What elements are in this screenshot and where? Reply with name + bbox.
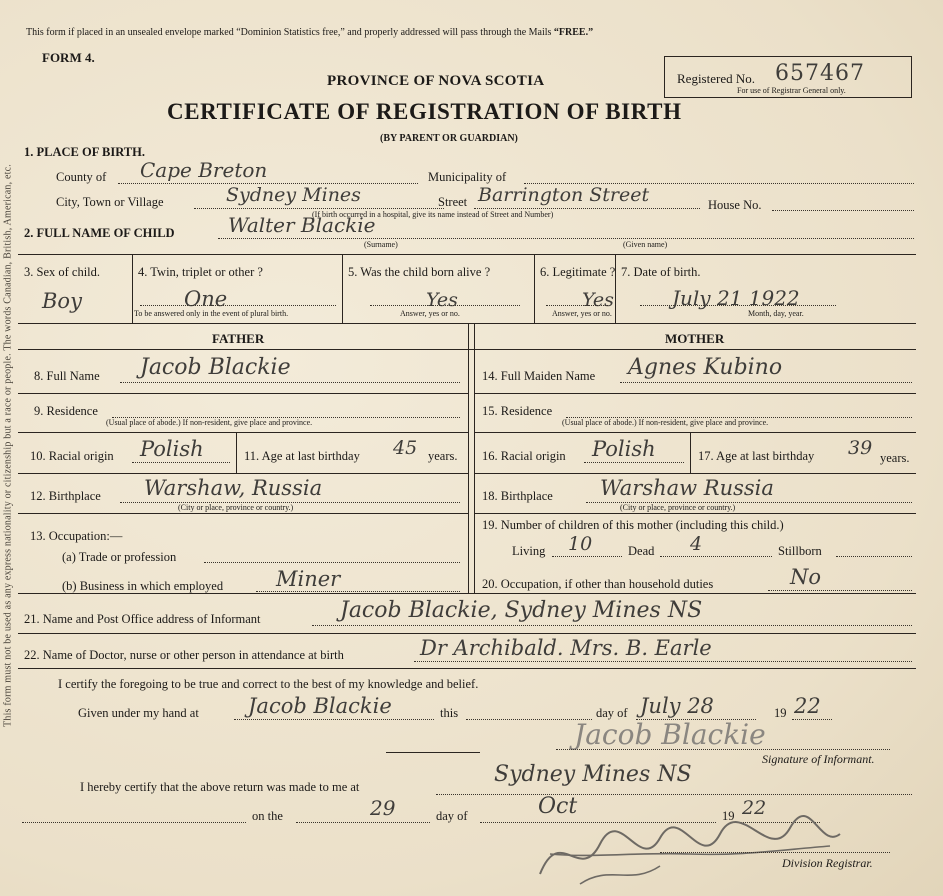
county-label: County of [56,170,107,184]
living-label: Living [512,544,546,558]
informant-label: 21. Name and Post Office address of Informant [24,612,261,626]
page-title: CERTIFICATE OF REGISTRATION OF BIRTH [167,99,682,124]
this-label: this [440,706,459,720]
registered-box [664,56,912,98]
certify-month-value: July 28 [640,694,714,718]
mother-birthplace-label: 18. Birthplace [482,489,553,503]
sex-label: 3. Sex of child. [24,265,101,279]
city-label: City, Town or Village [56,195,164,209]
registrar-year-value: 22 [742,797,767,819]
top-note-free: “FREE.” [553,27,594,38]
given-at-value: Jacob Blackie [248,694,392,718]
registrar-day-of: day of [436,809,468,823]
alive-note: Answer, yes or no. [400,309,460,318]
hospital-note: (If birth occurred in a hospital, give its name instead of Street and Number) [312,210,554,219]
legitimate-note: Answer, yes or no. [552,309,612,318]
father-name-label: 8. Full Name [34,369,100,383]
registered-label: Registered No. [677,71,755,86]
top-note [26,27,593,38]
registrar-day-value: 29 [370,796,396,820]
mother-name-value: Agnes Kubino [628,355,783,380]
stillborn-label: Stillborn [778,544,822,558]
alive-value: Yes [426,289,458,311]
side-note: This form must not be used as any express nationality or citizenship but a race or people. The words Canadian, British, American, etc. [2,164,14,727]
day-of-label: day of [596,706,628,720]
father-residence-label: 9. Residence [34,404,98,418]
certify-year-value: 22 [794,694,821,718]
city-value: Sydney Mines [226,184,361,206]
alive-label: 5. Was the child born alive ? [348,265,491,279]
dead-value: 4 [690,533,703,555]
registrar-place-value: Sydney Mines NS [494,762,692,787]
father-birthplace-value: Warshaw, Russia [144,476,323,500]
father-origin-label: 10. Racial origin [30,449,114,463]
mother-age-years: years. [880,451,910,465]
mother-heading: MOTHER [665,331,725,346]
mother-origin-label: 16. Racial origin [482,449,566,463]
children-count-label: 19. Number of children of this mother (including this child.) [482,518,784,532]
registrar-year-prefix: 19 [722,809,735,823]
registered-number: 657467 [775,61,865,86]
dob-note: Month, day, year. [748,309,804,318]
father-birthplace-label: 12. Birthplace [30,489,101,503]
mother-birthplace-value: Warshaw Russia [600,476,774,500]
dob-value: July 21 1922 [672,286,800,310]
mother-age-value: 39 [848,437,873,459]
province-heading: PROVINCE OF NOVA SCOTIA [327,73,545,89]
child-given-note: (Given name) [623,240,668,249]
child-name-value: Walter Blackie [228,213,376,237]
father-residence-note: (Usual place of abode.) If non-resident, give place and province. [106,418,313,427]
informant-value: Jacob Blackie, Sydney Mines NS [340,598,703,623]
county-value: Cape Breton [140,158,268,182]
street-label: Street [438,195,468,209]
legitimate-value: Yes [582,289,614,311]
living-value: 10 [568,533,593,555]
father-name-value: Jacob Blackie [140,355,291,380]
municipality-label: Municipality of [428,170,507,184]
dead-label: Dead [628,544,655,558]
twin-value: One [184,287,228,311]
registered-note: For use of Registrar General only. [737,86,846,95]
informant-signature: Jacob Blackie [574,718,766,751]
child-surname-note: (Surname) [364,240,398,249]
business-value: Miner [276,567,341,591]
father-birthplace-note: (City or place, province or country.) [178,503,294,512]
registrar-signature-label: Division Registrar. [782,856,873,870]
sex-value: Boy [42,289,82,313]
registrar-on-the: on the [252,809,283,823]
top-note-text: This form if placed in an unsealed envelope marked “Dominion Statistics free,” and properly addressed will pass through the Mails [26,27,552,38]
mother-name-label: 14. Full Maiden Name [482,369,596,383]
twin-note: To be answered only in the event of plural birth. [134,309,289,318]
trade-label: (a) Trade or profession [62,550,177,564]
doctor-label: 22. Name of Doctor, nurse or other person in attendance at birth [24,648,344,662]
business-label: (b) Business in which employed [62,579,224,593]
mother-birthplace-note: (City or place, province or country.) [620,503,736,512]
certify-text: I certify the foregoing to be true and correct to the best of my knowledge and belief. [58,677,479,691]
informant-signature-label: Signature of Informant. [762,752,875,766]
mother-residence-note: (Usual place of abode.) If non-resident, give place and province. [562,418,769,427]
place-section-heading: 1. PLACE OF BIRTH. [24,145,145,159]
mother-occupation-value: No [790,565,822,589]
dob-label: 7. Date of birth. [621,265,701,279]
mother-residence-label: 15. Residence [482,404,553,418]
form-number: FORM 4. [42,50,95,65]
father-origin-value: Polish [140,437,204,461]
registrar-month-value: Oct [538,794,578,819]
father-age-value: 45 [393,437,418,459]
doctor-value: Dr Archibald. Mrs. B. Earle [420,636,712,660]
twin-label: 4. Twin, triplet or other ? [138,265,263,279]
mother-origin-value: Polish [592,437,656,461]
child-name-label: 2. FULL NAME OF CHILD [24,226,175,240]
mother-age-label: 17. Age at last birthday [698,449,815,463]
house-label: House No. [708,198,762,212]
father-heading: FATHER [212,331,265,346]
legitimate-label: 6. Legitimate ? [540,265,616,279]
street-value: Barrington Street [478,184,650,206]
certify-year-prefix: 19 [774,706,787,720]
given-label: Given under my hand at [78,706,199,720]
father-age-years: years. [428,449,458,463]
father-age-label: 11. Age at last birthday [244,449,360,463]
page-subtitle: (BY PARENT OR GUARDIAN) [380,133,518,144]
father-occupation-label: 13. Occupation:— [30,529,123,543]
mother-occupation-label: 20. Occupation, if other than household duties [482,577,714,591]
registrar-text: I hereby certify that the above return was made to me at [80,780,360,794]
